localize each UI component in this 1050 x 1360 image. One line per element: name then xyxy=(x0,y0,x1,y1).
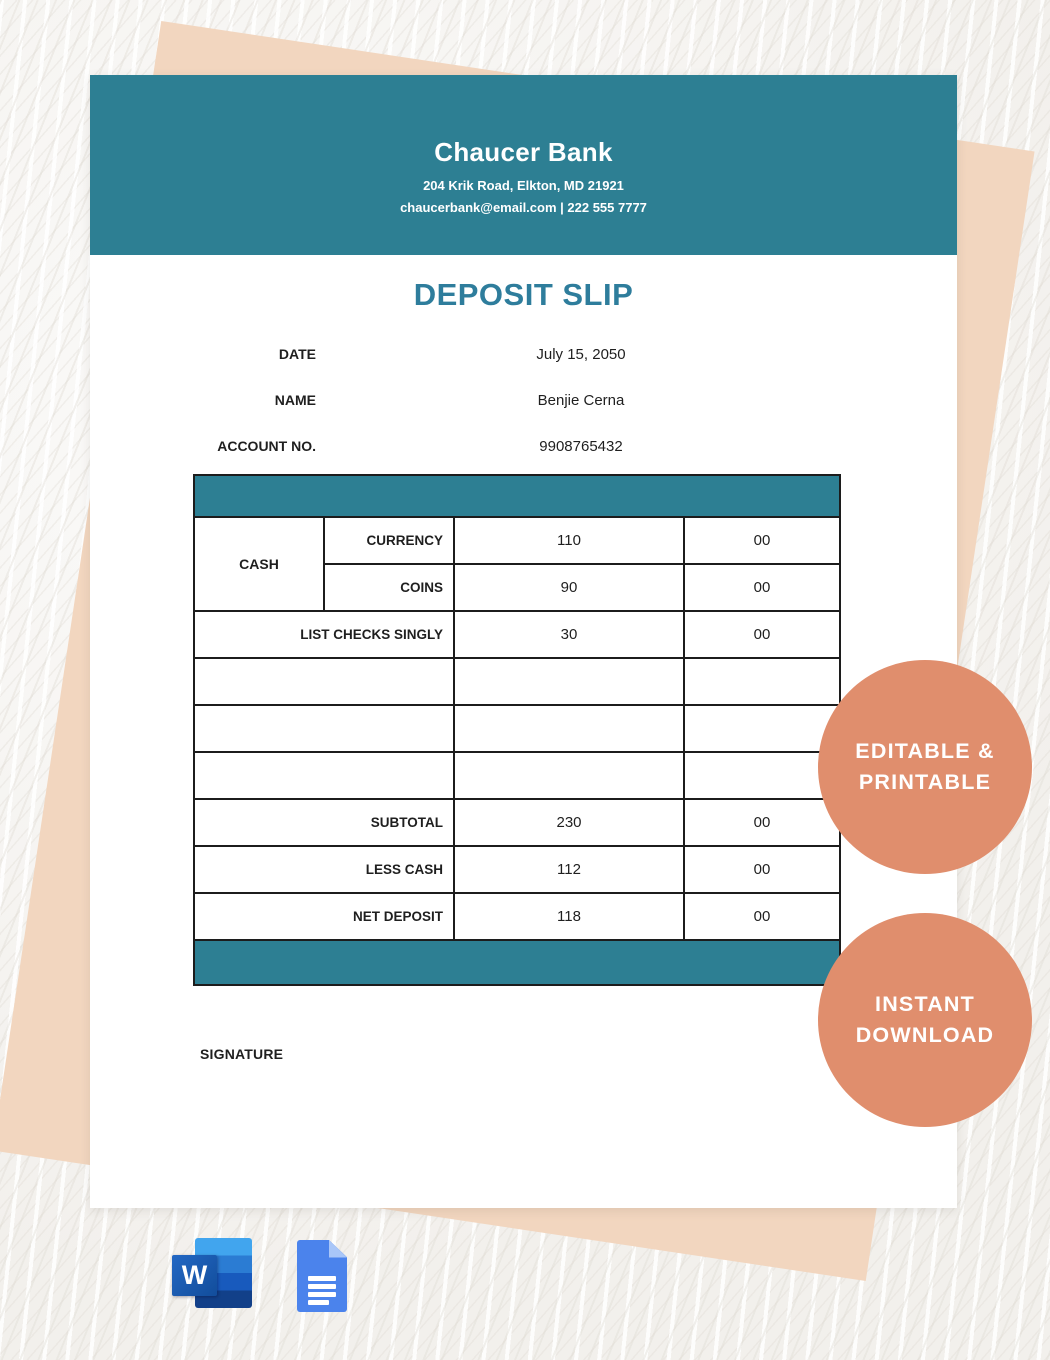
badge-line: DOWNLOAD xyxy=(855,1023,995,1047)
coins-amount-cell: 90 xyxy=(454,564,684,611)
checks-label-cell: LIST CHECKS SINGLY xyxy=(194,611,454,658)
currency-amount-cell: 110 xyxy=(454,517,684,564)
bank-contact: chaucerbank@email.com | 222 555 7777 xyxy=(400,200,647,215)
editable-printable-badge xyxy=(818,660,1032,874)
empty-cents-cell xyxy=(684,752,840,799)
table-row-less-cash xyxy=(194,846,840,893)
instant-download-badge xyxy=(818,913,1032,1127)
date-row xyxy=(90,331,957,377)
bank-address: 204 Krik Road, Elkton, MD 21921 xyxy=(423,178,624,193)
name-label: NAME xyxy=(274,392,316,408)
empty-label-cell xyxy=(194,705,454,752)
cash-cell: CASH xyxy=(194,517,324,611)
table-row-empty xyxy=(194,658,840,705)
table-header-bar xyxy=(194,475,840,517)
google-docs-icon[interactable] xyxy=(297,1240,347,1312)
page-title: DEPOSIT SLIP xyxy=(413,277,634,312)
subtotal-label-cell: SUBTOTAL xyxy=(194,799,454,846)
account-value: 9908765432 xyxy=(539,437,623,455)
bank-header xyxy=(90,75,957,255)
table-row-empty xyxy=(194,752,840,799)
docs-lines xyxy=(308,1276,336,1308)
subtotal-cents-cell: 00 xyxy=(684,799,840,846)
subtotal-amount-cell: 230 xyxy=(454,799,684,846)
badge-line: PRINTABLE xyxy=(858,770,992,794)
word-icon[interactable] xyxy=(172,1238,252,1308)
word-letter: W xyxy=(172,1255,217,1296)
less-cash-cents-cell: 00 xyxy=(684,846,840,893)
net-deposit-cents-cell: 00 xyxy=(684,893,840,940)
meta-section xyxy=(90,331,957,469)
teal-top-bar xyxy=(194,475,840,517)
table-row-subtotal xyxy=(194,799,840,846)
table-row-empty xyxy=(194,705,840,752)
net-deposit-label-cell: NET DEPOSIT xyxy=(194,893,454,940)
table-row-net-deposit xyxy=(194,893,840,940)
checks-amount-cell: 30 xyxy=(454,611,684,658)
badge-line: INSTANT xyxy=(875,992,975,1016)
less-cash-amount-cell: 112 xyxy=(454,846,684,893)
name-value: Benjie Cerna xyxy=(537,391,625,409)
table-row-checks xyxy=(194,611,840,658)
empty-label-cell xyxy=(194,752,454,799)
name-row xyxy=(90,377,957,423)
account-row xyxy=(90,423,957,469)
empty-amount-cell xyxy=(454,658,684,705)
coins-label-cell: COINS xyxy=(324,564,454,611)
currency-cents-cell: 00 xyxy=(684,517,840,564)
less-cash-label-cell: LESS CASH xyxy=(194,846,454,893)
empty-label-cell xyxy=(194,658,454,705)
teal-bottom-bar xyxy=(194,940,840,985)
net-deposit-amount-cell: 118 xyxy=(454,893,684,940)
coins-cents-cell: 00 xyxy=(684,564,840,611)
date-label: DATE xyxy=(278,346,316,362)
date-value: July 15, 2050 xyxy=(536,345,626,363)
empty-cents-cell xyxy=(684,658,840,705)
table-footer-bar xyxy=(194,940,840,985)
deposit-table xyxy=(193,474,841,986)
signature-label: SIGNATURE xyxy=(200,1046,284,1062)
bank-name: Chaucer Bank xyxy=(434,137,613,167)
account-label: ACCOUNT NO. xyxy=(217,438,316,454)
currency-label-cell: CURRENCY xyxy=(324,517,454,564)
checks-cents-cell: 00 xyxy=(684,611,840,658)
badge-line: EDITABLE & xyxy=(855,739,995,763)
table-row-currency xyxy=(194,517,840,564)
empty-cents-cell xyxy=(684,705,840,752)
empty-amount-cell xyxy=(454,752,684,799)
empty-amount-cell xyxy=(454,705,684,752)
